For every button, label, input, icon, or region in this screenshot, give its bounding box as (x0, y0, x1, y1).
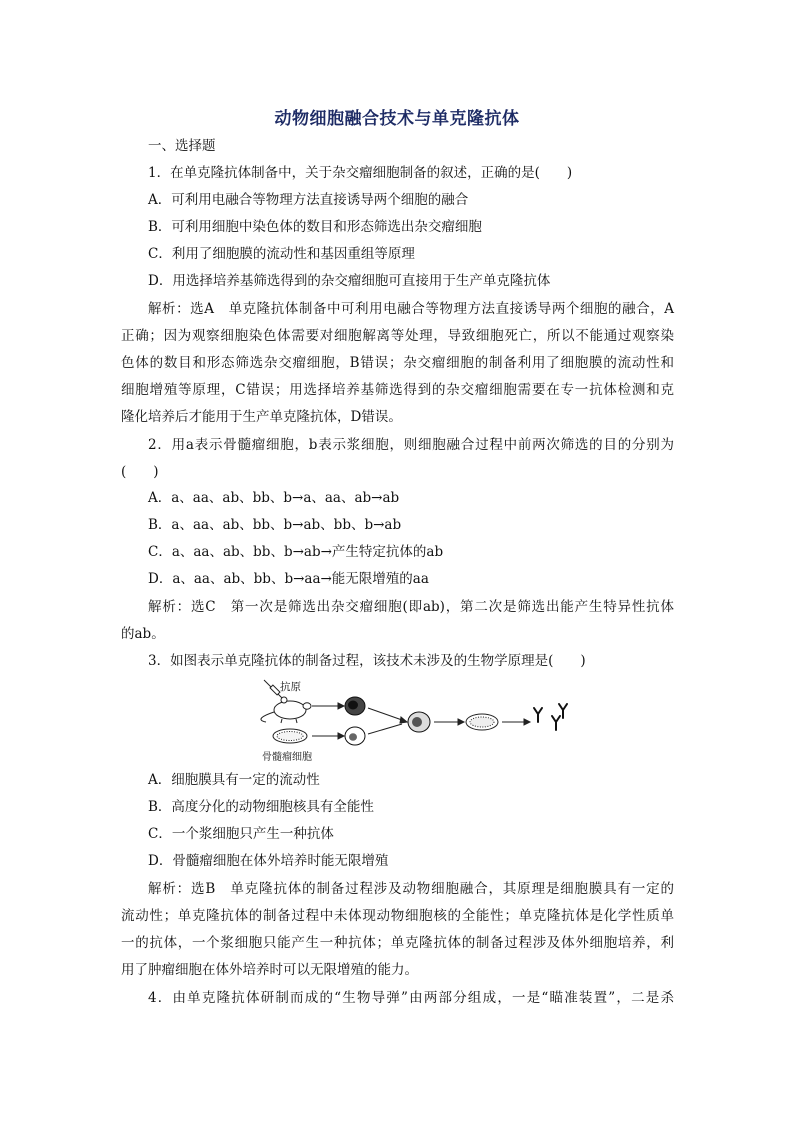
q1-option-a: A．可利用电融合等物理方法直接诱导两个细胞的融合 (148, 192, 469, 208)
q2-option-a: A．a、aa、ab、bb、b→a、aa、ab→ab (148, 490, 400, 506)
monoclonal-antibody-diagram (250, 676, 570, 766)
q1-explanation-line: 正确；因为观察细胞染色体需要对细胞解离等处理，导致细胞死亡，所以不能通过观察染 (121, 328, 674, 344)
q2-option-d: D．a、aa、ab、bb、b→aa→能无限增殖的aa (148, 571, 429, 587)
q3-explanation-line: 流动性；单克隆抗体的制备过程中未体现动物细胞核的全能性；单克隆抗体是化学性质单 (121, 908, 674, 924)
q1-option-d: D．用选择培养基筛选得到的杂交瘤细胞可直接用于生产单克隆抗体 (148, 273, 551, 289)
q2-stem-bracket: ( ) (121, 464, 159, 480)
myeloma-cell-label: 骨髓瘤细胞 (262, 752, 312, 763)
q3-explanation-line: 一的抗体，一个浆细胞只能产生一种抗体；单克隆抗体的制备过程涉及体外细胞培养，利 (121, 935, 674, 951)
q3-explanation-line: 解析：选B 单克隆抗体的制备过程涉及动物细胞融合，其原理是细胞膜具有一定的 (148, 881, 674, 897)
myeloma-cell-icon (345, 727, 365, 745)
q1-explanation-line: 色体的数目和形态筛选杂交瘤细胞，B错误；杂交瘤细胞的制备利用了细胞膜的流动性和 (121, 355, 674, 371)
culture-dish-icon (466, 714, 498, 730)
q2-stem: 2．用a表示骨髓瘤细胞，b表示浆细胞，则细胞融合过程中前两次筛选的目的分别为 (148, 437, 674, 453)
q1-stem: 1．在单克隆抗体制备中，关于杂交瘤细胞制备的叙述，正确的是( ) (148, 165, 573, 181)
q1-explanation-line: 细胞增殖等原理，C错误；用选择培养基筛选得到的杂交瘤细胞需要在专一抗体检测和克 (121, 382, 674, 398)
antigen-label: 抗原 (280, 681, 301, 693)
q2-explanation-line: 解析：选C 第一次是筛选出杂交瘤细胞(即ab)，第二次是筛选出能产生特异性抗体 (148, 599, 674, 615)
q3-option-c: C．一个浆细胞只产生一种抗体 (148, 826, 334, 842)
hybridoma-cell-icon (408, 712, 430, 732)
q2-option-c: C．a、aa、ab、bb、b→ab→产生特定抗体的ab (148, 544, 444, 560)
antibody-icon (534, 704, 567, 730)
q3-option-a: A．细胞膜具有一定的流动性 (148, 772, 320, 788)
q3-option-b: B．高度分化的动物细胞核具有全能性 (148, 799, 374, 815)
q2-explanation-line: 的ab。 (121, 626, 165, 642)
q1-explanation-line: 解析：选A 单克隆抗体制备中可利用电融合等物理方法直接诱导两个细胞的融合，A (148, 301, 674, 317)
q2-option-b: B．a、aa、ab、bb、b→ab、bb、b→ab (148, 517, 402, 533)
section-heading: 一、选择题 (148, 138, 216, 154)
q1-option-b: B．可利用细胞中染色体的数目和形态筛选出杂交瘤细胞 (148, 219, 482, 235)
myeloma-dish-icon (273, 729, 307, 743)
plasma-cell-icon (345, 697, 365, 715)
q3-option-d: D．骨髓瘤细胞在体外培养时能无限增殖 (148, 853, 389, 869)
mouse-icon (261, 697, 311, 723)
page-title: 动物细胞融合技术与单克隆抗体 (274, 109, 520, 129)
q3-explanation-line: 用了肿瘤细胞在体外培养时可以无限增殖的能力。 (121, 962, 418, 978)
q4-stem: 4．由单克隆抗体研制而成的“生物导弹”由两部分组成，一是“瞄准装置”，二是杀 (148, 990, 674, 1006)
q1-explanation-line: 隆化培养后才能用于生产单克隆抗体，D错误。 (121, 409, 402, 425)
q3-stem: 3．如图表示单克隆抗体的制备过程，该技术未涉及的生物学原理是( ) (148, 653, 586, 669)
q1-option-c: C．利用了细胞膜的流动性和基因重组等原理 (148, 246, 415, 262)
